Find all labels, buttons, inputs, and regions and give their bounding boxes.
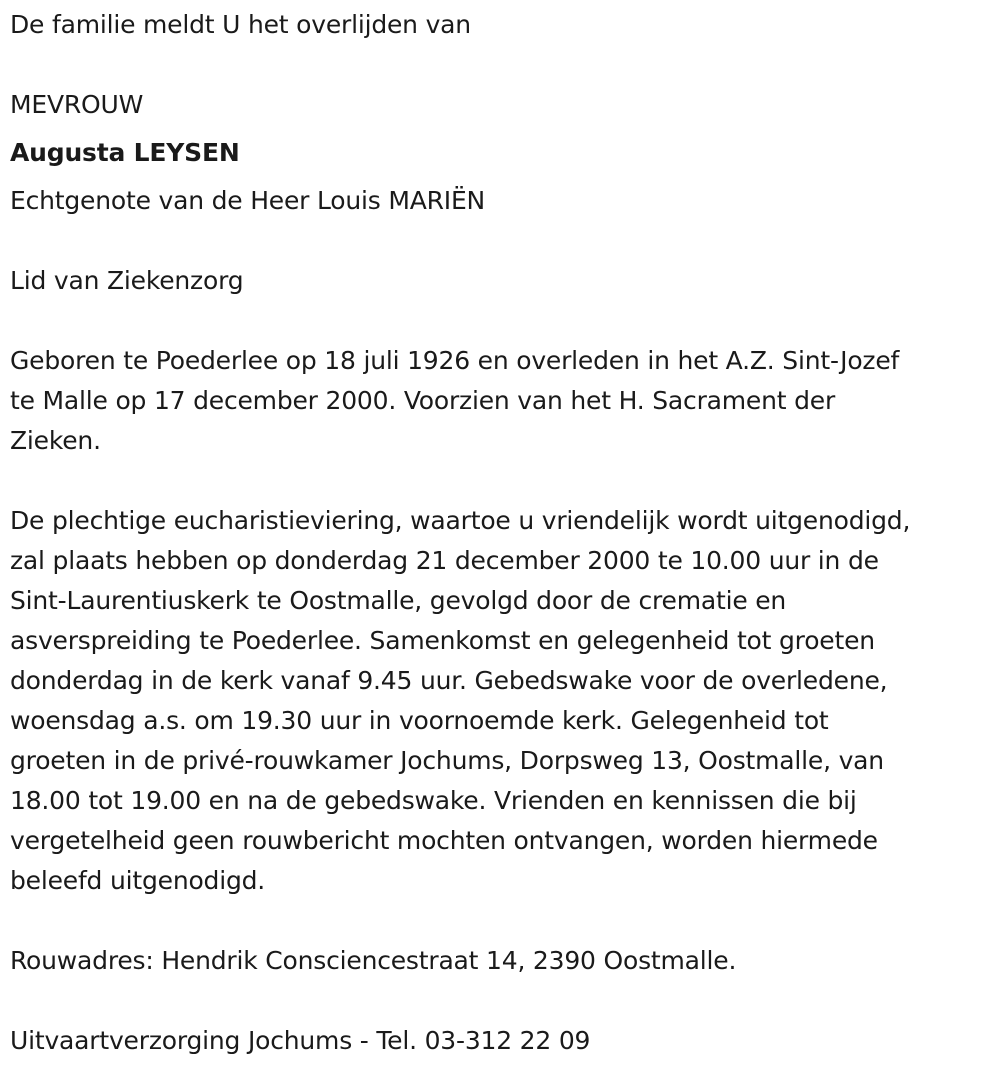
funeral-director: Uitvaartverzorging Jochums - Tel. 03-312 22 09 [10,1026,591,1055]
ceremony-line: donderdag in de kerk vanaf 9.45 uur. Gebedswake voor de overledene, [10,666,888,695]
ceremony-paragraph [10,501,910,901]
birth-line: te Malle op 17 december 2000. Voorzien van het H. Sacrament der [10,386,836,415]
birth-line: Geboren te Poederlee op 18 juli 1926 en overleden in het A.Z. Sint-Jozef [10,346,900,375]
intro-text: De familie meldt U het overlijden van [10,10,471,39]
mourning-address: Rouwadres: Hendrik Consciencestraat 14, 2390 Oostmalle. [10,946,737,975]
ceremony-line: asverspreiding te Poederlee. Samenkomst en gelegenheid tot groeten [10,626,875,655]
ceremony-line: woensdag a.s. om 19.30 uur in voornoemde kerk. Gelegenheid tot [10,706,829,735]
deceased-name: Augusta LEYSEN [10,138,240,167]
birth-line: Zieken. [10,426,101,455]
ceremony-line: zal plaats hebben op donderdag 21 december 2000 te 10.00 uur in de [10,546,879,575]
membership-text: Lid van Ziekenzorg [10,266,244,295]
ceremony-line: Sint-Laurentiuskerk te Oostmalle, gevolgd door de crematie en [10,586,787,615]
birth-death-paragraph [10,341,899,461]
ceremony-line: De plechtige eucharistieviering, waartoe u vriendelijk wordt uitgenodigd, [10,506,911,535]
ceremony-line: vergetelheid geen rouwbericht mochten ontvangen, worden hiermede [10,826,878,855]
ceremony-line: 18.00 tot 19.00 en na de gebedswake. Vrienden en kennissen die bij [10,786,857,815]
spouse-text: Echtgenote van de Heer Louis MARIËN [10,186,486,215]
ceremony-line: groeten in de privé-rouwkamer Jochums, Dorpsweg 13, Oostmalle, van [10,746,884,775]
ceremony-line: beleefd uitgenodigd. [10,866,266,895]
deceased-title: MEVROUW [10,90,144,119]
